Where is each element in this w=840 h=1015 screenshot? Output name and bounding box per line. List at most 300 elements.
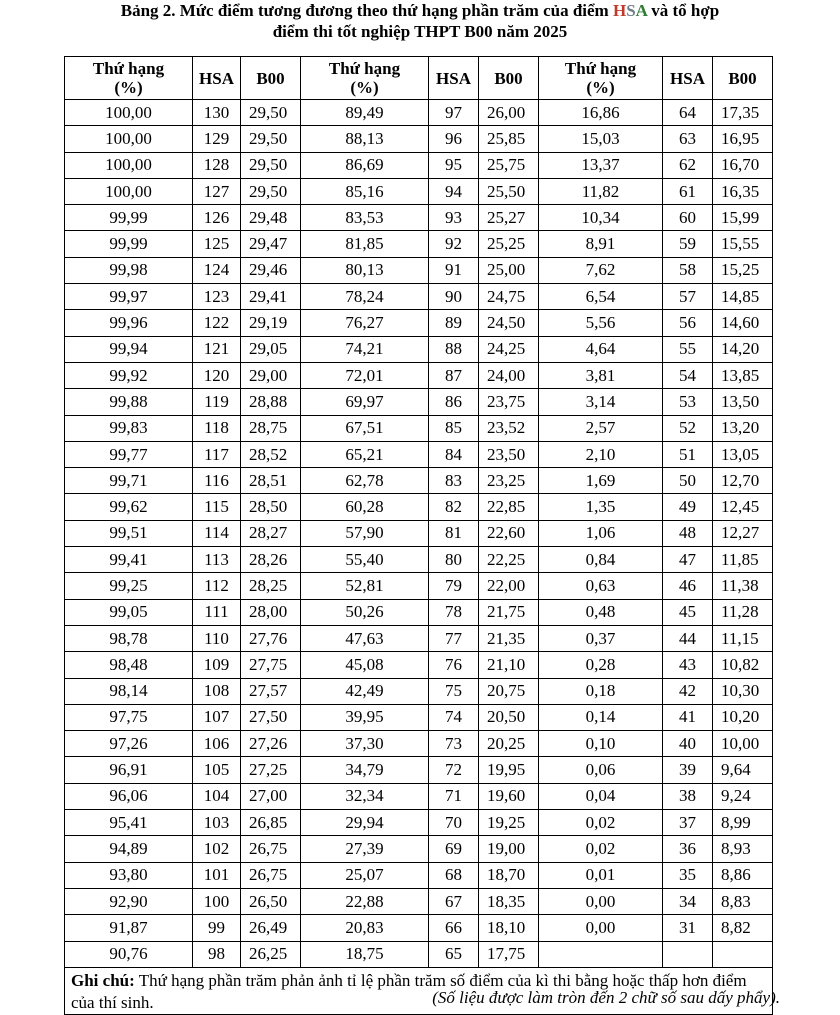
cell-rank: 100,00 <box>65 152 193 178</box>
cell-b00: 9,24 <box>713 783 773 809</box>
cell-hsa: 77 <box>429 625 479 651</box>
title-line2: điểm thi tốt nghiệp THPT B00 năm 2025 <box>272 22 568 41</box>
cell-hsa: 120 <box>193 362 241 388</box>
table-row <box>65 415 773 441</box>
cell-b00: 21,75 <box>479 599 539 625</box>
cell-b00: 29,50 <box>241 178 301 204</box>
cell-hsa: 100 <box>193 888 241 914</box>
cell-rank: 88,13 <box>301 126 429 152</box>
cell-hsa: 113 <box>193 547 241 573</box>
cell-rank: 5,56 <box>539 310 663 336</box>
cell-hsa: 119 <box>193 389 241 415</box>
cell-b00: 24,75 <box>479 284 539 310</box>
cell-b00: 27,50 <box>241 704 301 730</box>
cell-b00: 19,95 <box>479 757 539 783</box>
cell-rank: 1,69 <box>539 468 663 494</box>
cell-rank: 99,88 <box>65 389 193 415</box>
cell-hsa: 45 <box>663 599 713 625</box>
cell-hsa: 55 <box>663 336 713 362</box>
cell-b00: 23,25 <box>479 468 539 494</box>
cell-b00: 19,25 <box>479 810 539 836</box>
cell-b00: 14,20 <box>713 336 773 362</box>
header-hsa: HSA <box>429 57 479 100</box>
cell-b00: 25,00 <box>479 257 539 283</box>
cell-hsa: 124 <box>193 257 241 283</box>
cell-b00: 22,25 <box>479 547 539 573</box>
cell-b00: 29,50 <box>241 100 301 126</box>
cell-rank: 99,99 <box>65 231 193 257</box>
table-row <box>65 678 773 704</box>
header-rank: Thứ hạng (%) <box>539 57 663 100</box>
table-row <box>65 389 773 415</box>
cell-b00: 22,85 <box>479 494 539 520</box>
cell-b00: 15,99 <box>713 205 773 231</box>
cell-hsa: 73 <box>429 731 479 757</box>
cell-rank: 100,00 <box>65 126 193 152</box>
cell-rank: 47,63 <box>301 625 429 651</box>
cell-hsa: 58 <box>663 257 713 283</box>
cell-hsa: 125 <box>193 231 241 257</box>
cell-b00: 22,60 <box>479 520 539 546</box>
cell-hsa: 84 <box>429 441 479 467</box>
rounding-footnote: (Số liệu được làm tròn đến 2 chữ số sau dấy phẩy). <box>432 988 780 1007</box>
cell-b00: 9,64 <box>713 757 773 783</box>
cell-hsa: 46 <box>663 573 713 599</box>
table-row <box>65 888 773 914</box>
cell-hsa: 106 <box>193 731 241 757</box>
cell-rank: 60,28 <box>301 494 429 520</box>
cell-rank: 99,62 <box>65 494 193 520</box>
cell-b00: 28,26 <box>241 547 301 573</box>
cell-b00: 8,86 <box>713 862 773 888</box>
cell-b00: 11,15 <box>713 625 773 651</box>
cell-b00: 19,60 <box>479 783 539 809</box>
table-row <box>65 441 773 467</box>
cell-hsa: 81 <box>429 520 479 546</box>
cell-rank: 50,26 <box>301 599 429 625</box>
cell-rank: 11,82 <box>539 178 663 204</box>
cell-rank: 81,85 <box>301 231 429 257</box>
cell-rank: 10,34 <box>539 205 663 231</box>
cell-b00: 29,50 <box>241 126 301 152</box>
cell-b00: 27,26 <box>241 731 301 757</box>
cell-hsa: 31 <box>663 915 713 941</box>
cell-hsa: 48 <box>663 520 713 546</box>
cell-hsa: 92 <box>429 231 479 257</box>
cell-b00: 10,82 <box>713 652 773 678</box>
cell-hsa: 111 <box>193 599 241 625</box>
cell-rank: 99,99 <box>65 205 193 231</box>
cell-hsa: 44 <box>663 625 713 651</box>
cell-rank: 0,37 <box>539 625 663 651</box>
cell-b00: 8,93 <box>713 836 773 862</box>
table-row <box>65 152 773 178</box>
cell-b00: 21,10 <box>479 652 539 678</box>
title-hsa-s: S <box>626 1 636 20</box>
cell-b00: 23,52 <box>479 415 539 441</box>
cell-b00: 29,48 <box>241 205 301 231</box>
cell-rank: 32,34 <box>301 783 429 809</box>
cell-rank: 0,00 <box>539 888 663 914</box>
cell-b00: 24,25 <box>479 336 539 362</box>
cell-hsa: 91 <box>429 257 479 283</box>
cell-hsa: 93 <box>429 205 479 231</box>
cell-hsa: 49 <box>663 494 713 520</box>
table-row <box>65 231 773 257</box>
cell-hsa: 63 <box>663 126 713 152</box>
cell-hsa: 115 <box>193 494 241 520</box>
title-suffix: và tổ hợp <box>647 1 720 20</box>
cell-b00: 26,50 <box>241 888 301 914</box>
cell-hsa: 75 <box>429 678 479 704</box>
cell-rank: 96,91 <box>65 757 193 783</box>
cell-rank: 72,01 <box>301 362 429 388</box>
cell-b00: 16,70 <box>713 152 773 178</box>
cell-b00: 26,25 <box>241 941 301 967</box>
cell-hsa: 36 <box>663 836 713 862</box>
cell-rank: 16,86 <box>539 100 663 126</box>
cell-rank: 0,01 <box>539 862 663 888</box>
cell-rank: 89,49 <box>301 100 429 126</box>
table-row <box>65 783 773 809</box>
note-text: Thứ hạng phần trăm phản ảnh tỉ lệ phần trăm số điểm của kì thi bằng hoặc thấp hơn điểm của thí sinh. <box>71 970 747 1012</box>
cell-b00: 28,88 <box>241 389 301 415</box>
table-row <box>65 573 773 599</box>
cell-b00: 29,47 <box>241 231 301 257</box>
table-row <box>65 836 773 862</box>
cell-b00: 22,00 <box>479 573 539 599</box>
cell-b00: 14,85 <box>713 284 773 310</box>
cell-hsa: 107 <box>193 704 241 730</box>
cell-rank: 99,41 <box>65 547 193 573</box>
title-hsa-h: H <box>612 1 627 20</box>
cell-rank: 4,64 <box>539 336 663 362</box>
cell-hsa: 54 <box>663 362 713 388</box>
cell-b00: 13,05 <box>713 441 773 467</box>
cell-hsa: 103 <box>193 810 241 836</box>
cell-b00: 27,25 <box>241 757 301 783</box>
cell-hsa: 62 <box>663 152 713 178</box>
table-row <box>65 625 773 651</box>
cell-rank: 52,81 <box>301 573 429 599</box>
cell-b00: 25,27 <box>479 205 539 231</box>
cell-rank: 37,30 <box>301 731 429 757</box>
cell-b00: 29,05 <box>241 336 301 362</box>
cell-hsa: 123 <box>193 284 241 310</box>
cell-b00: 29,46 <box>241 257 301 283</box>
cell-hsa: 74 <box>429 704 479 730</box>
cell-hsa: 127 <box>193 178 241 204</box>
cell-hsa: 80 <box>429 547 479 573</box>
cell-hsa: 64 <box>663 100 713 126</box>
cell-b00: 13,20 <box>713 415 773 441</box>
cell-rank: 20,83 <box>301 915 429 941</box>
cell-hsa: 79 <box>429 573 479 599</box>
cell-b00: 11,85 <box>713 547 773 573</box>
cell-b00: 11,38 <box>713 573 773 599</box>
table-title <box>0 0 840 42</box>
cell-rank: 99,97 <box>65 284 193 310</box>
cell-b00: 10,00 <box>713 731 773 757</box>
cell-hsa: 129 <box>193 126 241 152</box>
cell-hsa: 95 <box>429 152 479 178</box>
cell-rank: 99,83 <box>65 415 193 441</box>
cell-hsa: 72 <box>429 757 479 783</box>
cell-b00: 18,35 <box>479 888 539 914</box>
cell-rank: 0,06 <box>539 757 663 783</box>
cell-rank: 25,07 <box>301 862 429 888</box>
cell-rank: 80,13 <box>301 257 429 283</box>
cell-rank: 45,08 <box>301 652 429 678</box>
cell-hsa: 96 <box>429 126 479 152</box>
cell-b00: 12,45 <box>713 494 773 520</box>
cell-rank: 94,89 <box>65 836 193 862</box>
cell-hsa: 34 <box>663 888 713 914</box>
cell-b00: 29,00 <box>241 362 301 388</box>
cell-hsa: 128 <box>193 152 241 178</box>
cell-rank: 34,79 <box>301 757 429 783</box>
table-row <box>65 336 773 362</box>
cell-rank: 0,00 <box>539 915 663 941</box>
cell-b00: 27,75 <box>241 652 301 678</box>
cell-hsa: 51 <box>663 441 713 467</box>
cell-rank: 99,92 <box>65 362 193 388</box>
cell-rank: 76,27 <box>301 310 429 336</box>
cell-hsa: 90 <box>429 284 479 310</box>
cell-hsa: 122 <box>193 310 241 336</box>
table-row <box>65 468 773 494</box>
cell-b00: 17,35 <box>713 100 773 126</box>
cell-rank: 0,48 <box>539 599 663 625</box>
cell-b00: 16,95 <box>713 126 773 152</box>
cell-b00: 21,35 <box>479 625 539 651</box>
cell-b00: 16,35 <box>713 178 773 204</box>
cell-b00: 26,75 <box>241 862 301 888</box>
cell-rank: 57,90 <box>301 520 429 546</box>
cell-rank: 0,14 <box>539 704 663 730</box>
cell-hsa: 59 <box>663 231 713 257</box>
table-row <box>65 284 773 310</box>
cell-hsa: 101 <box>193 862 241 888</box>
cell-rank: 97,75 <box>65 704 193 730</box>
cell-b00: 26,00 <box>479 100 539 126</box>
cell-hsa: 70 <box>429 810 479 836</box>
cell-b00: 11,28 <box>713 599 773 625</box>
cell-rank: 7,62 <box>539 257 663 283</box>
cell-hsa: 61 <box>663 178 713 204</box>
cell-hsa: 56 <box>663 310 713 336</box>
cell-hsa: 50 <box>663 468 713 494</box>
cell-b00: 29,41 <box>241 284 301 310</box>
cell-hsa: 112 <box>193 573 241 599</box>
table-row <box>65 100 773 126</box>
cell-rank: 55,40 <box>301 547 429 573</box>
cell-rank: 27,39 <box>301 836 429 862</box>
cell-b00: 25,25 <box>479 231 539 257</box>
cell-rank: 18,75 <box>301 941 429 967</box>
cell-hsa: 60 <box>663 205 713 231</box>
cell-rank: 2,10 <box>539 441 663 467</box>
cell-b00: 12,70 <box>713 468 773 494</box>
cell-rank: 86,69 <box>301 152 429 178</box>
cell-b00: 26,75 <box>241 836 301 862</box>
cell-rank: 0,84 <box>539 547 663 573</box>
cell-b00: 18,70 <box>479 862 539 888</box>
cell-b00: 20,25 <box>479 731 539 757</box>
cell-b00: 24,00 <box>479 362 539 388</box>
table-row <box>65 178 773 204</box>
cell-hsa: 47 <box>663 547 713 573</box>
table-row <box>65 205 773 231</box>
cell-hsa: 108 <box>193 678 241 704</box>
cell-hsa: 71 <box>429 783 479 809</box>
table-row <box>65 126 773 152</box>
cell-rank: 74,21 <box>301 336 429 362</box>
cell-rank: 29,94 <box>301 810 429 836</box>
cell-rank: 0,63 <box>539 573 663 599</box>
cell-b00: 27,76 <box>241 625 301 651</box>
cell-b00: 28,50 <box>241 494 301 520</box>
cell-rank: 99,25 <box>65 573 193 599</box>
header-row <box>65 57 773 100</box>
cell-rank: 93,80 <box>65 862 193 888</box>
cell-rank: 99,98 <box>65 257 193 283</box>
table-row <box>65 652 773 678</box>
cell-rank: 62,78 <box>301 468 429 494</box>
cell-hsa: 69 <box>429 836 479 862</box>
note-label: Ghi chú: <box>71 970 135 990</box>
header-b00: B00 <box>241 57 301 100</box>
header-b00: B00 <box>713 57 773 100</box>
cell-rank: 100,00 <box>65 100 193 126</box>
table-row <box>65 599 773 625</box>
cell-rank: 99,77 <box>65 441 193 467</box>
cell-rank: 22,88 <box>301 888 429 914</box>
cell-b00: 29,50 <box>241 152 301 178</box>
cell-b00: 17,75 <box>479 941 539 967</box>
header-hsa: HSA <box>193 57 241 100</box>
cell-rank: 8,91 <box>539 231 663 257</box>
cell-hsa: 102 <box>193 836 241 862</box>
cell-hsa: 89 <box>429 310 479 336</box>
cell-rank: 2,57 <box>539 415 663 441</box>
cell-b00: 26,85 <box>241 810 301 836</box>
cell-hsa: 104 <box>193 783 241 809</box>
cell-rank: 99,94 <box>65 336 193 362</box>
cell-rank: 0,02 <box>539 836 663 862</box>
cell-rank: 100,00 <box>65 178 193 204</box>
table-row <box>65 757 773 783</box>
cell-hsa: 86 <box>429 389 479 415</box>
score-table <box>64 56 773 1015</box>
header-b00: B00 <box>479 57 539 100</box>
cell-rank: 99,51 <box>65 520 193 546</box>
cell-rank: 92,90 <box>65 888 193 914</box>
cell-hsa: 57 <box>663 284 713 310</box>
cell-b00: 28,51 <box>241 468 301 494</box>
cell-hsa: 105 <box>193 757 241 783</box>
cell-rank: 15,03 <box>539 126 663 152</box>
cell-b00: 25,85 <box>479 126 539 152</box>
header-rank: Thứ hạng (%) <box>301 57 429 100</box>
cell-rank: 1,06 <box>539 520 663 546</box>
cell-rank: 98,78 <box>65 625 193 651</box>
cell-b00 <box>713 941 773 967</box>
table-row <box>65 547 773 573</box>
cell-hsa: 40 <box>663 731 713 757</box>
cell-hsa: 82 <box>429 494 479 520</box>
cell-rank: 42,49 <box>301 678 429 704</box>
cell-rank: 95,41 <box>65 810 193 836</box>
cell-b00: 8,99 <box>713 810 773 836</box>
table-row <box>65 915 773 941</box>
cell-b00: 8,82 <box>713 915 773 941</box>
cell-hsa: 43 <box>663 652 713 678</box>
cell-rank: 65,21 <box>301 441 429 467</box>
table-row <box>65 704 773 730</box>
header-hsa: HSA <box>663 57 713 100</box>
cell-rank: 85,16 <box>301 178 429 204</box>
cell-hsa: 110 <box>193 625 241 651</box>
cell-rank: 0,18 <box>539 678 663 704</box>
cell-hsa: 68 <box>429 862 479 888</box>
cell-b00: 28,00 <box>241 599 301 625</box>
table-row <box>65 310 773 336</box>
cell-b00: 13,85 <box>713 362 773 388</box>
cell-hsa: 98 <box>193 941 241 967</box>
cell-hsa: 76 <box>429 652 479 678</box>
cell-hsa: 39 <box>663 757 713 783</box>
cell-hsa: 87 <box>429 362 479 388</box>
cell-b00: 14,60 <box>713 310 773 336</box>
cell-rank: 90,76 <box>65 941 193 967</box>
cell-hsa: 99 <box>193 915 241 941</box>
cell-rank: 99,05 <box>65 599 193 625</box>
cell-b00: 19,00 <box>479 836 539 862</box>
cell-hsa: 52 <box>663 415 713 441</box>
cell-hsa: 37 <box>663 810 713 836</box>
cell-b00: 27,57 <box>241 678 301 704</box>
cell-b00: 23,75 <box>479 389 539 415</box>
cell-rank: 98,14 <box>65 678 193 704</box>
cell-b00: 20,50 <box>479 704 539 730</box>
cell-b00: 27,00 <box>241 783 301 809</box>
cell-hsa: 66 <box>429 915 479 941</box>
cell-rank: 99,96 <box>65 310 193 336</box>
table-row <box>65 257 773 283</box>
cell-b00: 26,49 <box>241 915 301 941</box>
cell-rank: 6,54 <box>539 284 663 310</box>
cell-hsa: 35 <box>663 862 713 888</box>
header-rank: Thứ hạng (%) <box>65 57 193 100</box>
cell-b00: 28,75 <box>241 415 301 441</box>
table-row <box>65 731 773 757</box>
cell-b00: 28,27 <box>241 520 301 546</box>
cell-hsa: 78 <box>429 599 479 625</box>
cell-hsa: 130 <box>193 100 241 126</box>
table-row <box>65 941 773 967</box>
cell-b00: 18,10 <box>479 915 539 941</box>
cell-rank: 83,53 <box>301 205 429 231</box>
cell-hsa <box>663 941 713 967</box>
cell-b00: 10,30 <box>713 678 773 704</box>
cell-hsa: 88 <box>429 336 479 362</box>
cell-rank: 13,37 <box>539 152 663 178</box>
cell-hsa: 83 <box>429 468 479 494</box>
cell-rank: 91,87 <box>65 915 193 941</box>
title-prefix: Bảng 2. Mức điểm tương đương theo thứ hạng phần trăm của điểm <box>120 1 613 20</box>
table-row <box>65 494 773 520</box>
